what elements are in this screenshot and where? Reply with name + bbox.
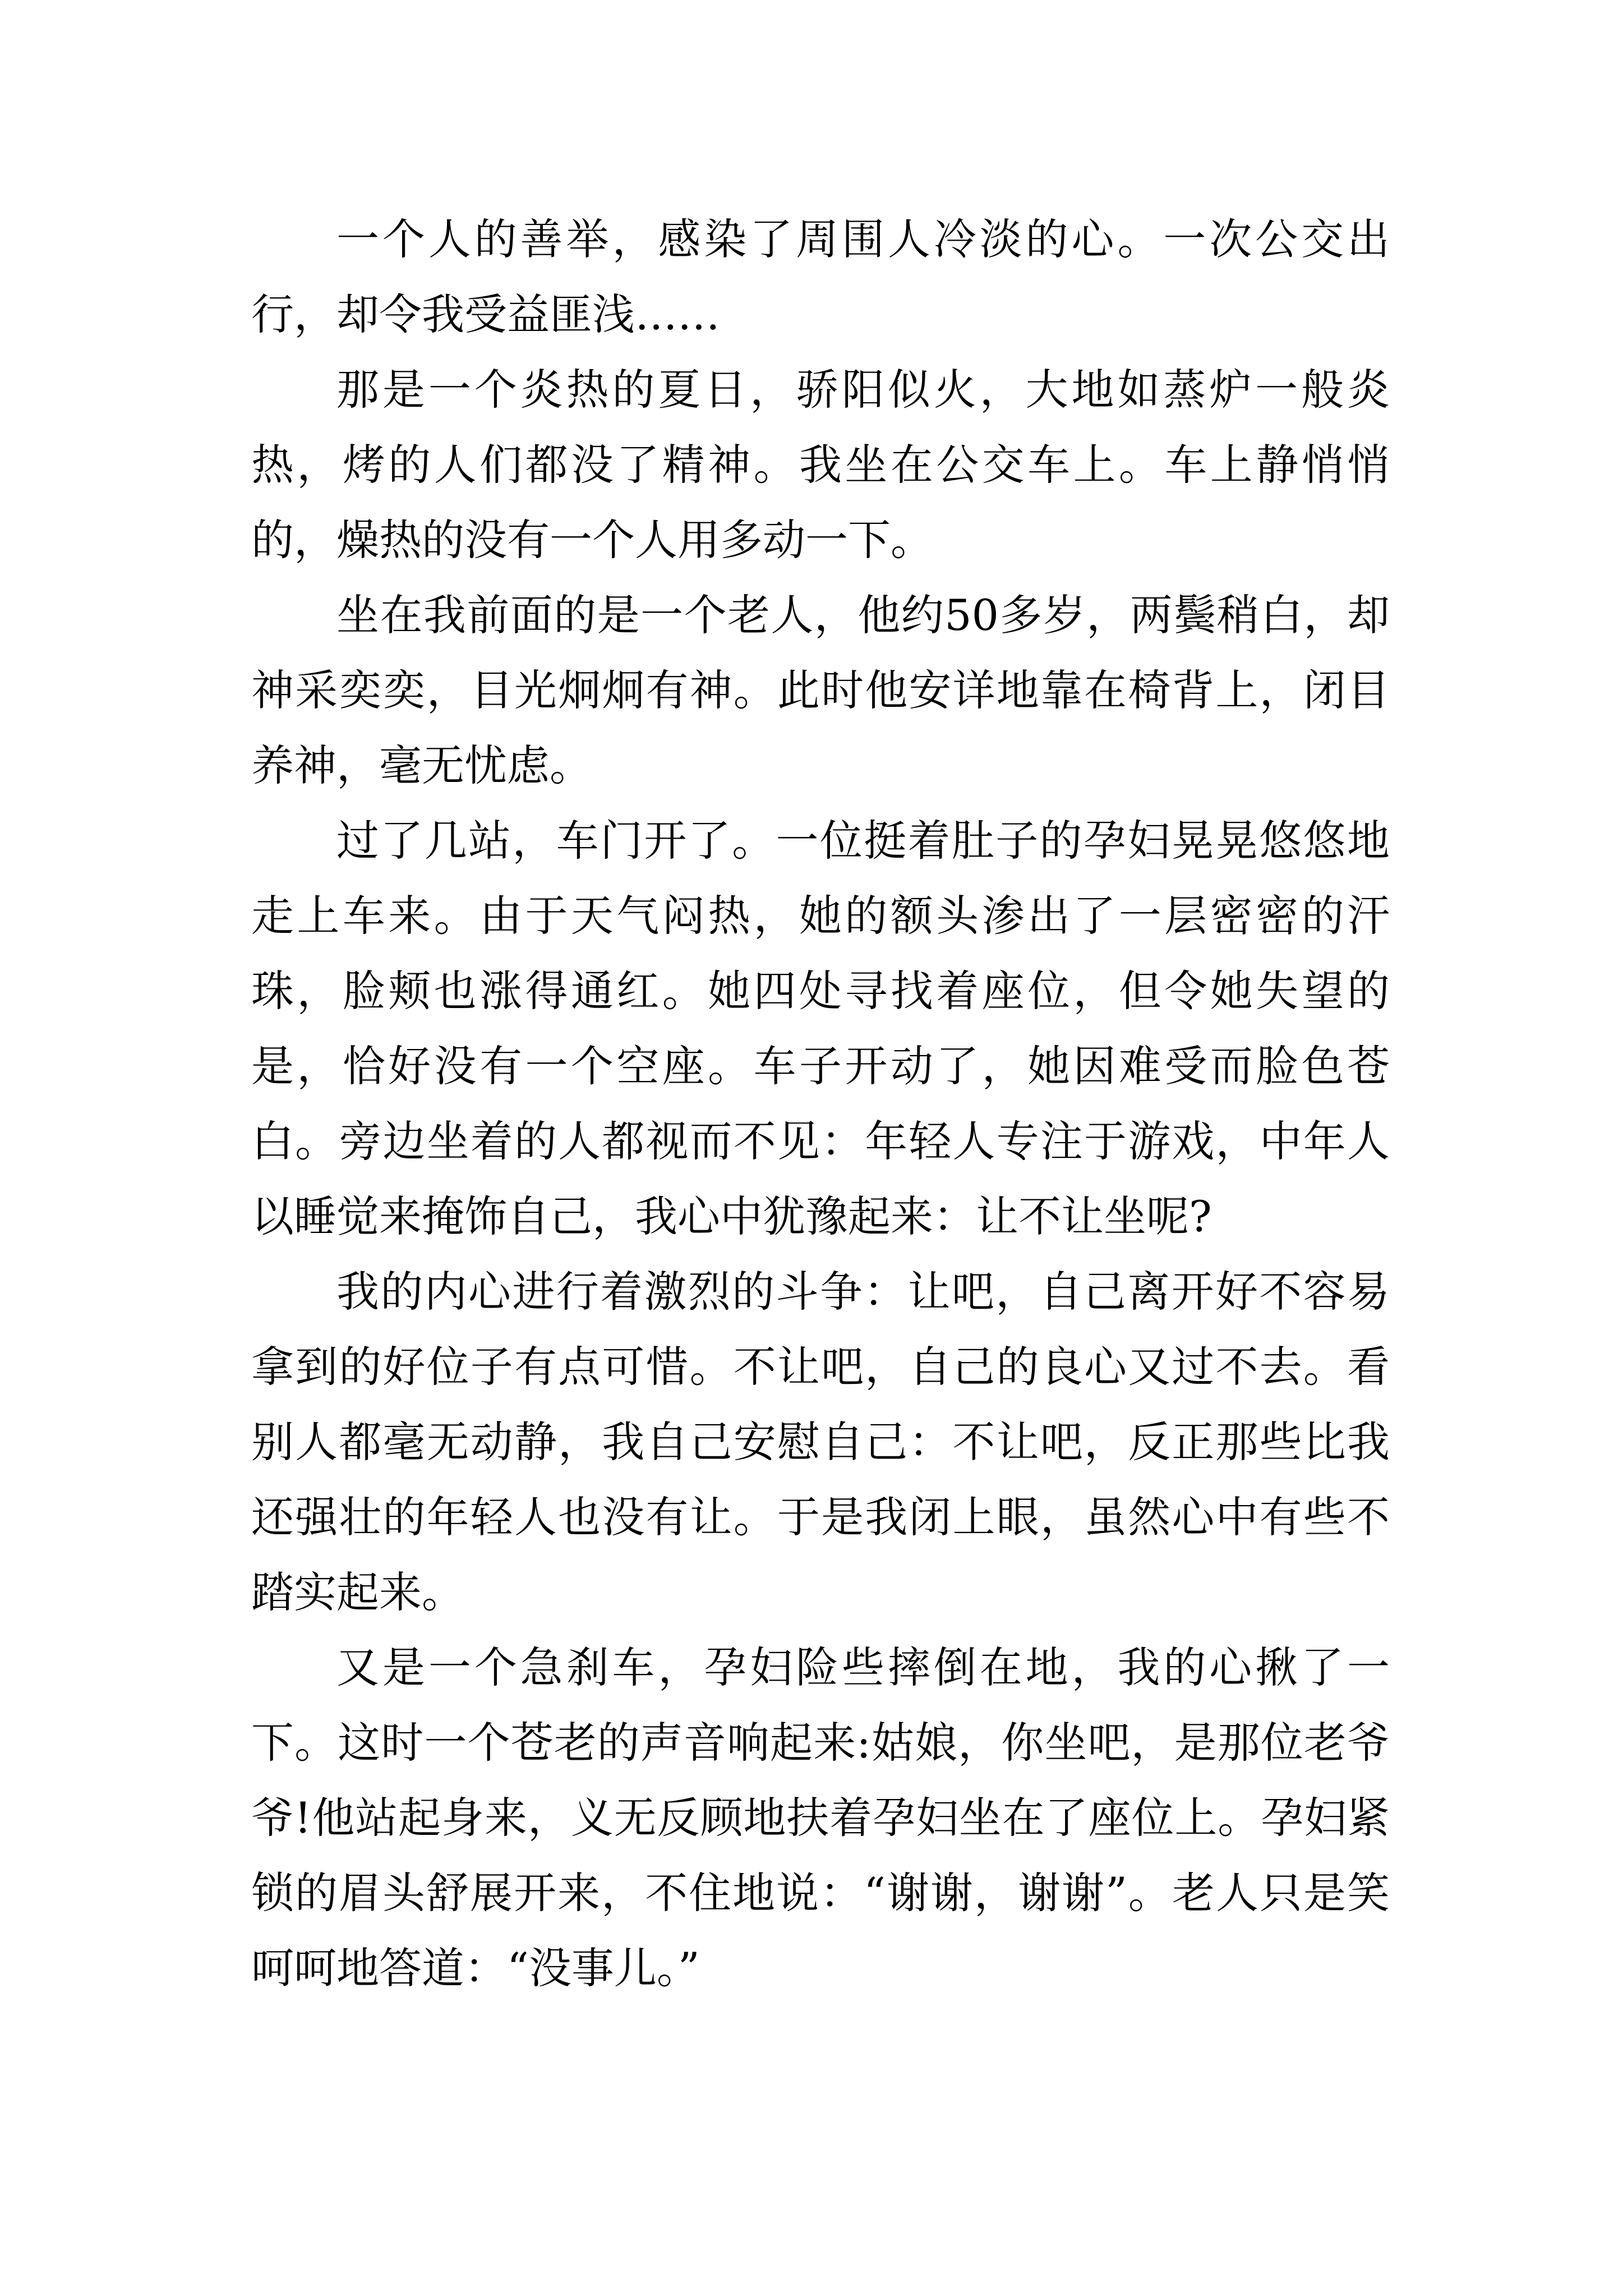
paragraph: 又是一个急刹车，孕妇险些摔倒在地，我的心揪了一下。这时一个苍老的声音响起来:姑娘，你坐吧，是那位老爷爷!他站起身来，义无反顾地扶着孕妇坐在了座位上。孕妇紧锁的眉头舒展开来，不住地说：“谢谢，谢谢”。老人只是笑呵呵地答道：“没事儿。”: [251, 1642, 1390, 1993]
article-body: [251, 202, 1390, 2006]
paragraph: 坐在我前面的是一个老人，他约50多岁，两鬓稍白，却神采奕奕，目光炯炯有神。此时他安详地靠在椅背上，闭目养神，毫无忧虑。: [251, 590, 1390, 790]
paragraph: 过了几站，车门开了。一位挺着肚子的孕妇晃晃悠悠地走上车来。由于天气闷热，她的额头渗出了一层密密的汗珠，脸颊也涨得通红。她四处寻找着座位，但令她失望的是，恰好没有一个空座。车子开动了，她因难受而脸色苍白。旁边坐着的人都视而不见：年轻人专注于游戏，中年人以睡觉来掩饰自己，我心中犹豫起来：让不让坐呢?: [251, 816, 1390, 1241]
paragraph: 一个人的善举，感染了周围人冷淡的心。一次公交出行，却令我受益匪浅……: [251, 214, 1390, 339]
paragraph: 我的内心进行着激烈的斗争：让吧，自己离开好不容易拿到的好位子有点可惜。不让吧，自己的良心又过不去。看别人都毫无动静，我自己安慰自己：不让吧，反正那些比我还强壮的年轻人也没有让。于是我闭上眼，虽然心中有些不踏实起来。: [251, 1267, 1390, 1617]
paragraph: 那是一个炎热的夏日，骄阳似火，大地如蒸炉一般炎热，烤的人们都没了精神。我坐在公交车上。车上静悄悄的，燥热的没有一个人用多动一下。: [251, 365, 1390, 565]
